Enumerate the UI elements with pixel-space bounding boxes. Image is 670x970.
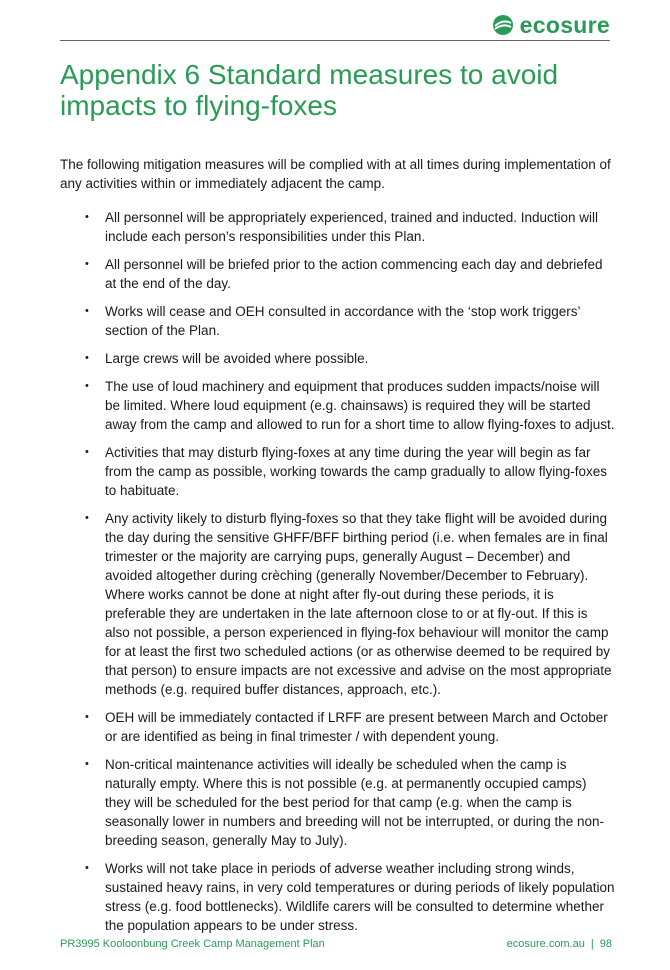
list-item [60, 509, 615, 699]
list-item-text: Any activity likely to disturb flying-foxes so that they take flight will be avoided during the day during the sensitive GHFF/BFF birthing period (i.e. when females are in final trimester or the majority are carrying pups, generally August – December) and avoided altogether during crèching (generally November/December to February). Where works cannot be done at night after fly-out during these periods, it is preferable they are undertaken in the late afternoon close to or at fly-out. If this is also not possible, a person experienced in flying-fox behaviour will monitor the camp for at least the first two scheduled actions (or as otherwise deemed to be required by that person) to ensure impacts are not excessive and advise on the most appropriate methods (e.g. required buffer distances, approach, etc.). [105, 511, 612, 697]
ecosure-leaf-icon [492, 14, 514, 36]
list-item-text: The use of loud machinery and equipment that produces sudden impacts/noise will be limited. Where loud equipment (e.g. chainsaws) is required they will be started away from the camp and allowed to run for a short time to allow flying-foxes to adjust. [105, 379, 615, 432]
page-title: Appendix 6 Standard measures to avoid impacts to flying-foxes [60, 59, 559, 121]
list-item-text: All personnel will be appropriately experienced, trained and inducted. Induction will include each person’s responsibilities under this Plan. [105, 210, 599, 244]
header-logo [492, 10, 610, 40]
list-item-text: All personnel will be briefed prior to the action commencing each day and debriefed at the end of the day. [105, 257, 603, 291]
intro-paragraph: The following mitigation measures will be complied with at all times during implementation of any activities within or immediately adjacent the camp. [60, 157, 611, 191]
list-item-text: Activities that may disturb flying-foxes at any time during the year will begin as far from the camp as possible, working towards the camp gradually to allow flying-foxes to habituate. [105, 445, 607, 498]
bullet-icon: • [85, 758, 89, 770]
logo-text: ecosure [519, 11, 610, 38]
bullet-icon: • [85, 258, 89, 270]
footer-right [507, 937, 612, 951]
list-item-text: Non-critical maintenance activities will ideally be scheduled when the camp is naturally empty. Where this is not possible (e.g. at permanently occupied camps) they will be scheduled for the best period for that camp (e.g. when the camp is seasonally lower in numbers and breeding will not be interrupted, or during the non-breeding season, generally May to July). [105, 757, 605, 848]
bullet-icon: • [85, 862, 89, 874]
list-item [60, 208, 615, 246]
bullet-icon: • [85, 446, 89, 458]
bullet-icon: • [85, 211, 89, 223]
bullet-icon: • [85, 352, 89, 364]
list-item [60, 755, 615, 850]
list-item [60, 859, 615, 935]
header-divider [60, 40, 610, 41]
list-item [60, 443, 615, 500]
bullet-icon: • [85, 711, 89, 723]
list-item-text: Works will not take place in periods of adverse weather including strong winds, sustained heavy rains, in very cold temperatures or during periods of likely population stress (e.g. food bottlenecks). Wildlife carers will be consulted to determine whether the population appears to be under stress. [105, 861, 615, 933]
list-item-text: OEH will be immediately contacted if LRFF are present between March and October or are identified as being in final trimester / with dependent young. [105, 710, 608, 744]
list-item [60, 302, 615, 340]
footer-website-link[interactable]: ecosure.com.au [506, 938, 585, 950]
bullet-icon: • [85, 512, 89, 524]
list-item [60, 377, 615, 434]
list-item [60, 349, 615, 368]
bullet-icon: • [85, 305, 89, 317]
list-item [60, 708, 615, 746]
footer-document-title: PR3995 Kooloonbung Creek Camp Management Plan [60, 938, 325, 950]
measures-list [60, 208, 615, 935]
main-content [60, 155, 615, 944]
list-item-text: Works will cease and OEH consulted in accordance with the ‘stop work triggers’ section of the Plan. [105, 304, 580, 338]
list-item [60, 255, 615, 293]
footer-separator: | [590, 938, 594, 950]
page-footer [60, 937, 612, 951]
bullet-icon: • [85, 380, 89, 392]
list-item-text: Large crews will be avoided where possible. [105, 351, 369, 366]
page-number: 98 [599, 938, 612, 950]
